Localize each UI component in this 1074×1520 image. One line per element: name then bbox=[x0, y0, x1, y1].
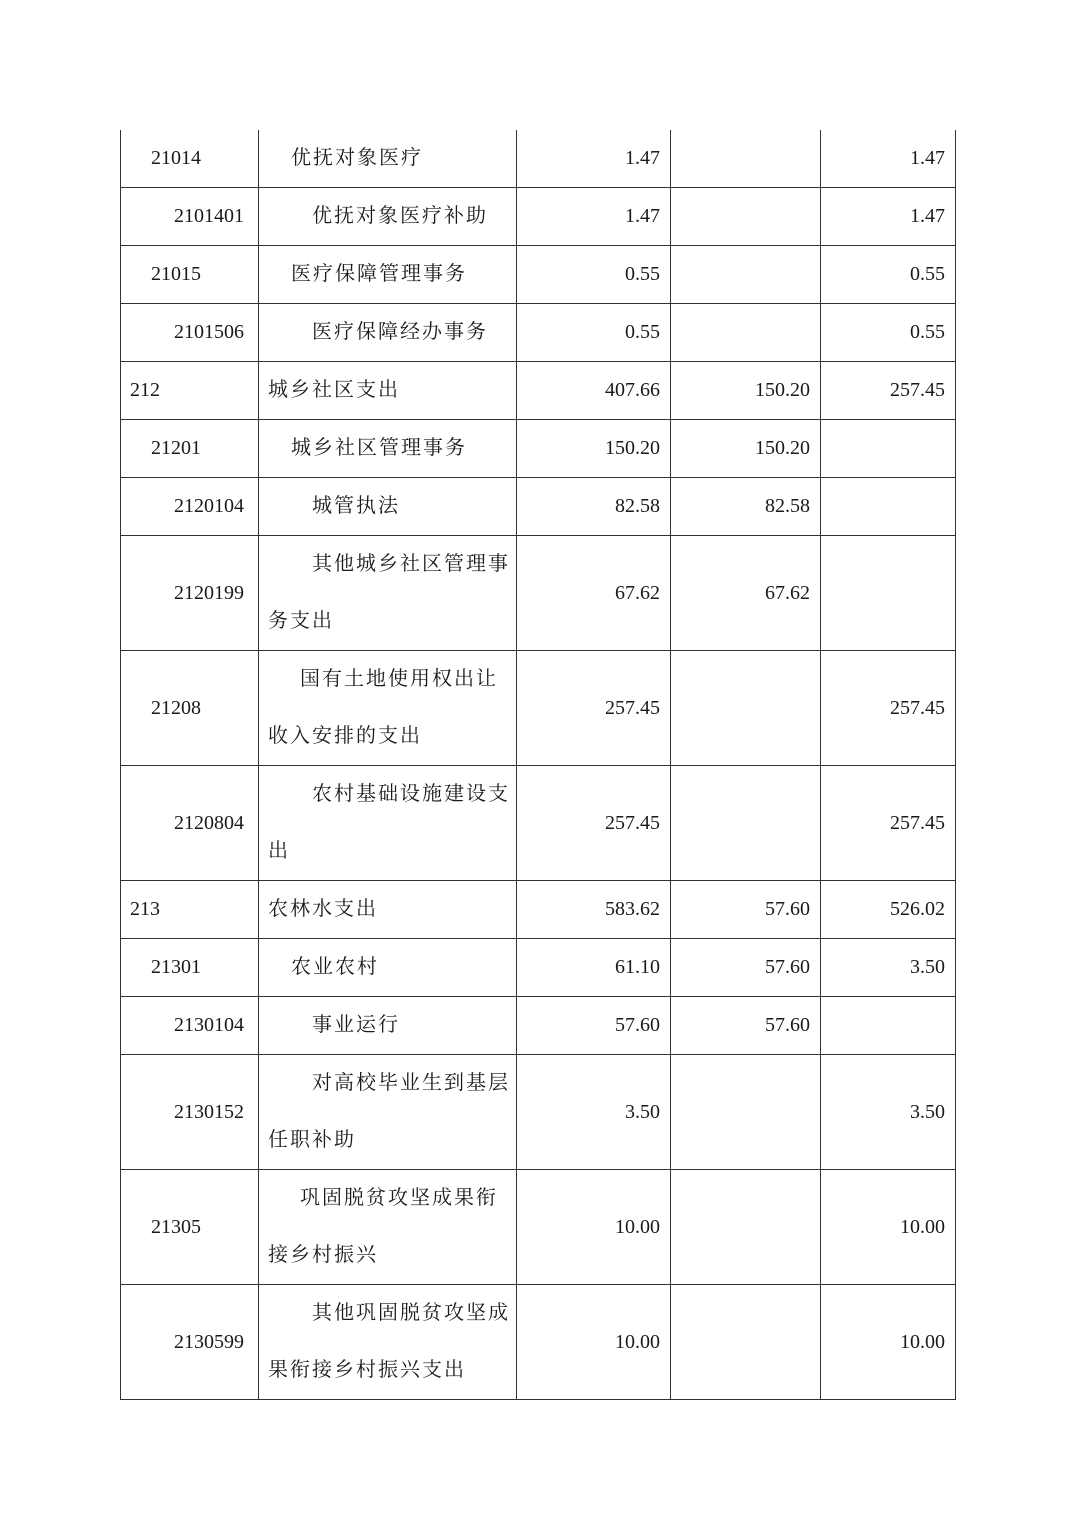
subject-code-cell: 213 bbox=[121, 881, 259, 939]
subject-code-cell: 2120104 bbox=[121, 478, 259, 536]
table-row bbox=[121, 1285, 956, 1400]
subject-name-cell: 巩固脱贫攻坚成果衔接乡村振兴 bbox=[259, 1170, 517, 1285]
project-expense-cell: 10.00 bbox=[821, 1170, 956, 1285]
project-expense-cell: 257.45 bbox=[821, 766, 956, 881]
project-expense-cell: 257.45 bbox=[821, 651, 956, 766]
subject-name-cell: 农林水支出 bbox=[259, 881, 517, 939]
subject-name-cell: 其他巩固脱贫攻坚成果衔接乡村振兴支出 bbox=[259, 1285, 517, 1400]
basic-expense-cell bbox=[671, 766, 821, 881]
subject-name-cell: 优抚对象医疗 bbox=[259, 130, 517, 188]
subject-name-cell: 农业农村 bbox=[259, 939, 517, 997]
basic-expense-cell bbox=[671, 304, 821, 362]
subject-name-cell: 农村基础设施建设支出 bbox=[259, 766, 517, 881]
subject-code-cell: 2120804 bbox=[121, 766, 259, 881]
basic-expense-cell bbox=[671, 1285, 821, 1400]
basic-expense-cell bbox=[671, 130, 821, 188]
project-expense-cell: 257.45 bbox=[821, 362, 956, 420]
basic-expense-cell bbox=[671, 1170, 821, 1285]
project-expense-cell bbox=[821, 997, 956, 1055]
table-row bbox=[121, 188, 956, 246]
table-row bbox=[121, 766, 956, 881]
basic-expense-cell bbox=[671, 651, 821, 766]
project-expense-cell: 526.02 bbox=[821, 881, 956, 939]
subject-name-cell: 事业运行 bbox=[259, 997, 517, 1055]
project-expense-cell bbox=[821, 420, 956, 478]
subject-code-cell: 2130104 bbox=[121, 997, 259, 1055]
subject-code-cell: 2101506 bbox=[121, 304, 259, 362]
subject-name-cell: 其他城乡社区管理事务支出 bbox=[259, 536, 517, 651]
total-cell: 150.20 bbox=[517, 420, 671, 478]
table-row bbox=[121, 997, 956, 1055]
total-cell: 3.50 bbox=[517, 1055, 671, 1170]
project-expense-cell bbox=[821, 478, 956, 536]
subject-name-cell: 优抚对象医疗补助 bbox=[259, 188, 517, 246]
total-cell: 82.58 bbox=[517, 478, 671, 536]
total-cell: 67.62 bbox=[517, 536, 671, 651]
project-expense-cell: 10.00 bbox=[821, 1285, 956, 1400]
project-expense-cell: 0.55 bbox=[821, 304, 956, 362]
total-cell: 1.47 bbox=[517, 188, 671, 246]
subject-name-cell: 城乡社区支出 bbox=[259, 362, 517, 420]
basic-expense-cell: 82.58 bbox=[671, 478, 821, 536]
total-cell: 10.00 bbox=[517, 1285, 671, 1400]
total-cell: 61.10 bbox=[517, 939, 671, 997]
total-cell: 257.45 bbox=[517, 766, 671, 881]
basic-expense-cell: 57.60 bbox=[671, 881, 821, 939]
total-cell: 0.55 bbox=[517, 246, 671, 304]
table-row bbox=[121, 536, 956, 651]
table-row bbox=[121, 1170, 956, 1285]
project-expense-cell: 3.50 bbox=[821, 939, 956, 997]
total-cell: 57.60 bbox=[517, 997, 671, 1055]
total-cell: 407.66 bbox=[517, 362, 671, 420]
total-cell: 1.47 bbox=[517, 130, 671, 188]
basic-expense-cell: 57.60 bbox=[671, 997, 821, 1055]
subject-name-cell: 城管执法 bbox=[259, 478, 517, 536]
subject-code-cell: 2130152 bbox=[121, 1055, 259, 1170]
subject-code-cell: 21015 bbox=[121, 246, 259, 304]
total-cell: 0.55 bbox=[517, 304, 671, 362]
project-expense-cell: 1.47 bbox=[821, 130, 956, 188]
table-row bbox=[121, 420, 956, 478]
subject-code-cell: 21208 bbox=[121, 651, 259, 766]
total-cell: 10.00 bbox=[517, 1170, 671, 1285]
subject-code-cell: 2101401 bbox=[121, 188, 259, 246]
project-expense-cell: 3.50 bbox=[821, 1055, 956, 1170]
table-row bbox=[121, 1055, 956, 1170]
budget-table bbox=[120, 130, 956, 1400]
table-row bbox=[121, 939, 956, 997]
subject-name-cell: 医疗保障管理事务 bbox=[259, 246, 517, 304]
table-row bbox=[121, 304, 956, 362]
basic-expense-cell bbox=[671, 188, 821, 246]
basic-expense-cell bbox=[671, 246, 821, 304]
basic-expense-cell: 57.60 bbox=[671, 939, 821, 997]
total-cell: 583.62 bbox=[517, 881, 671, 939]
project-expense-cell: 0.55 bbox=[821, 246, 956, 304]
subject-code-cell: 2120199 bbox=[121, 536, 259, 651]
subject-name-cell: 对高校毕业生到基层任职补助 bbox=[259, 1055, 517, 1170]
subject-code-cell: 21014 bbox=[121, 130, 259, 188]
basic-expense-cell: 67.62 bbox=[671, 536, 821, 651]
subject-name-cell: 医疗保障经办事务 bbox=[259, 304, 517, 362]
subject-name-cell: 国有土地使用权出让收入安排的支出 bbox=[259, 651, 517, 766]
project-expense-cell: 1.47 bbox=[821, 188, 956, 246]
table-row bbox=[121, 651, 956, 766]
table-row bbox=[121, 881, 956, 939]
subject-name-cell: 城乡社区管理事务 bbox=[259, 420, 517, 478]
subject-code-cell: 21301 bbox=[121, 939, 259, 997]
subject-code-cell: 2130599 bbox=[121, 1285, 259, 1400]
subject-code-cell: 21201 bbox=[121, 420, 259, 478]
subject-code-cell: 212 bbox=[121, 362, 259, 420]
table-row bbox=[121, 246, 956, 304]
project-expense-cell bbox=[821, 536, 956, 651]
basic-expense-cell bbox=[671, 1055, 821, 1170]
table-row bbox=[121, 362, 956, 420]
basic-expense-cell: 150.20 bbox=[671, 362, 821, 420]
table-row bbox=[121, 478, 956, 536]
basic-expense-cell: 150.20 bbox=[671, 420, 821, 478]
total-cell: 257.45 bbox=[517, 651, 671, 766]
subject-code-cell: 21305 bbox=[121, 1170, 259, 1285]
table-row bbox=[121, 130, 956, 188]
